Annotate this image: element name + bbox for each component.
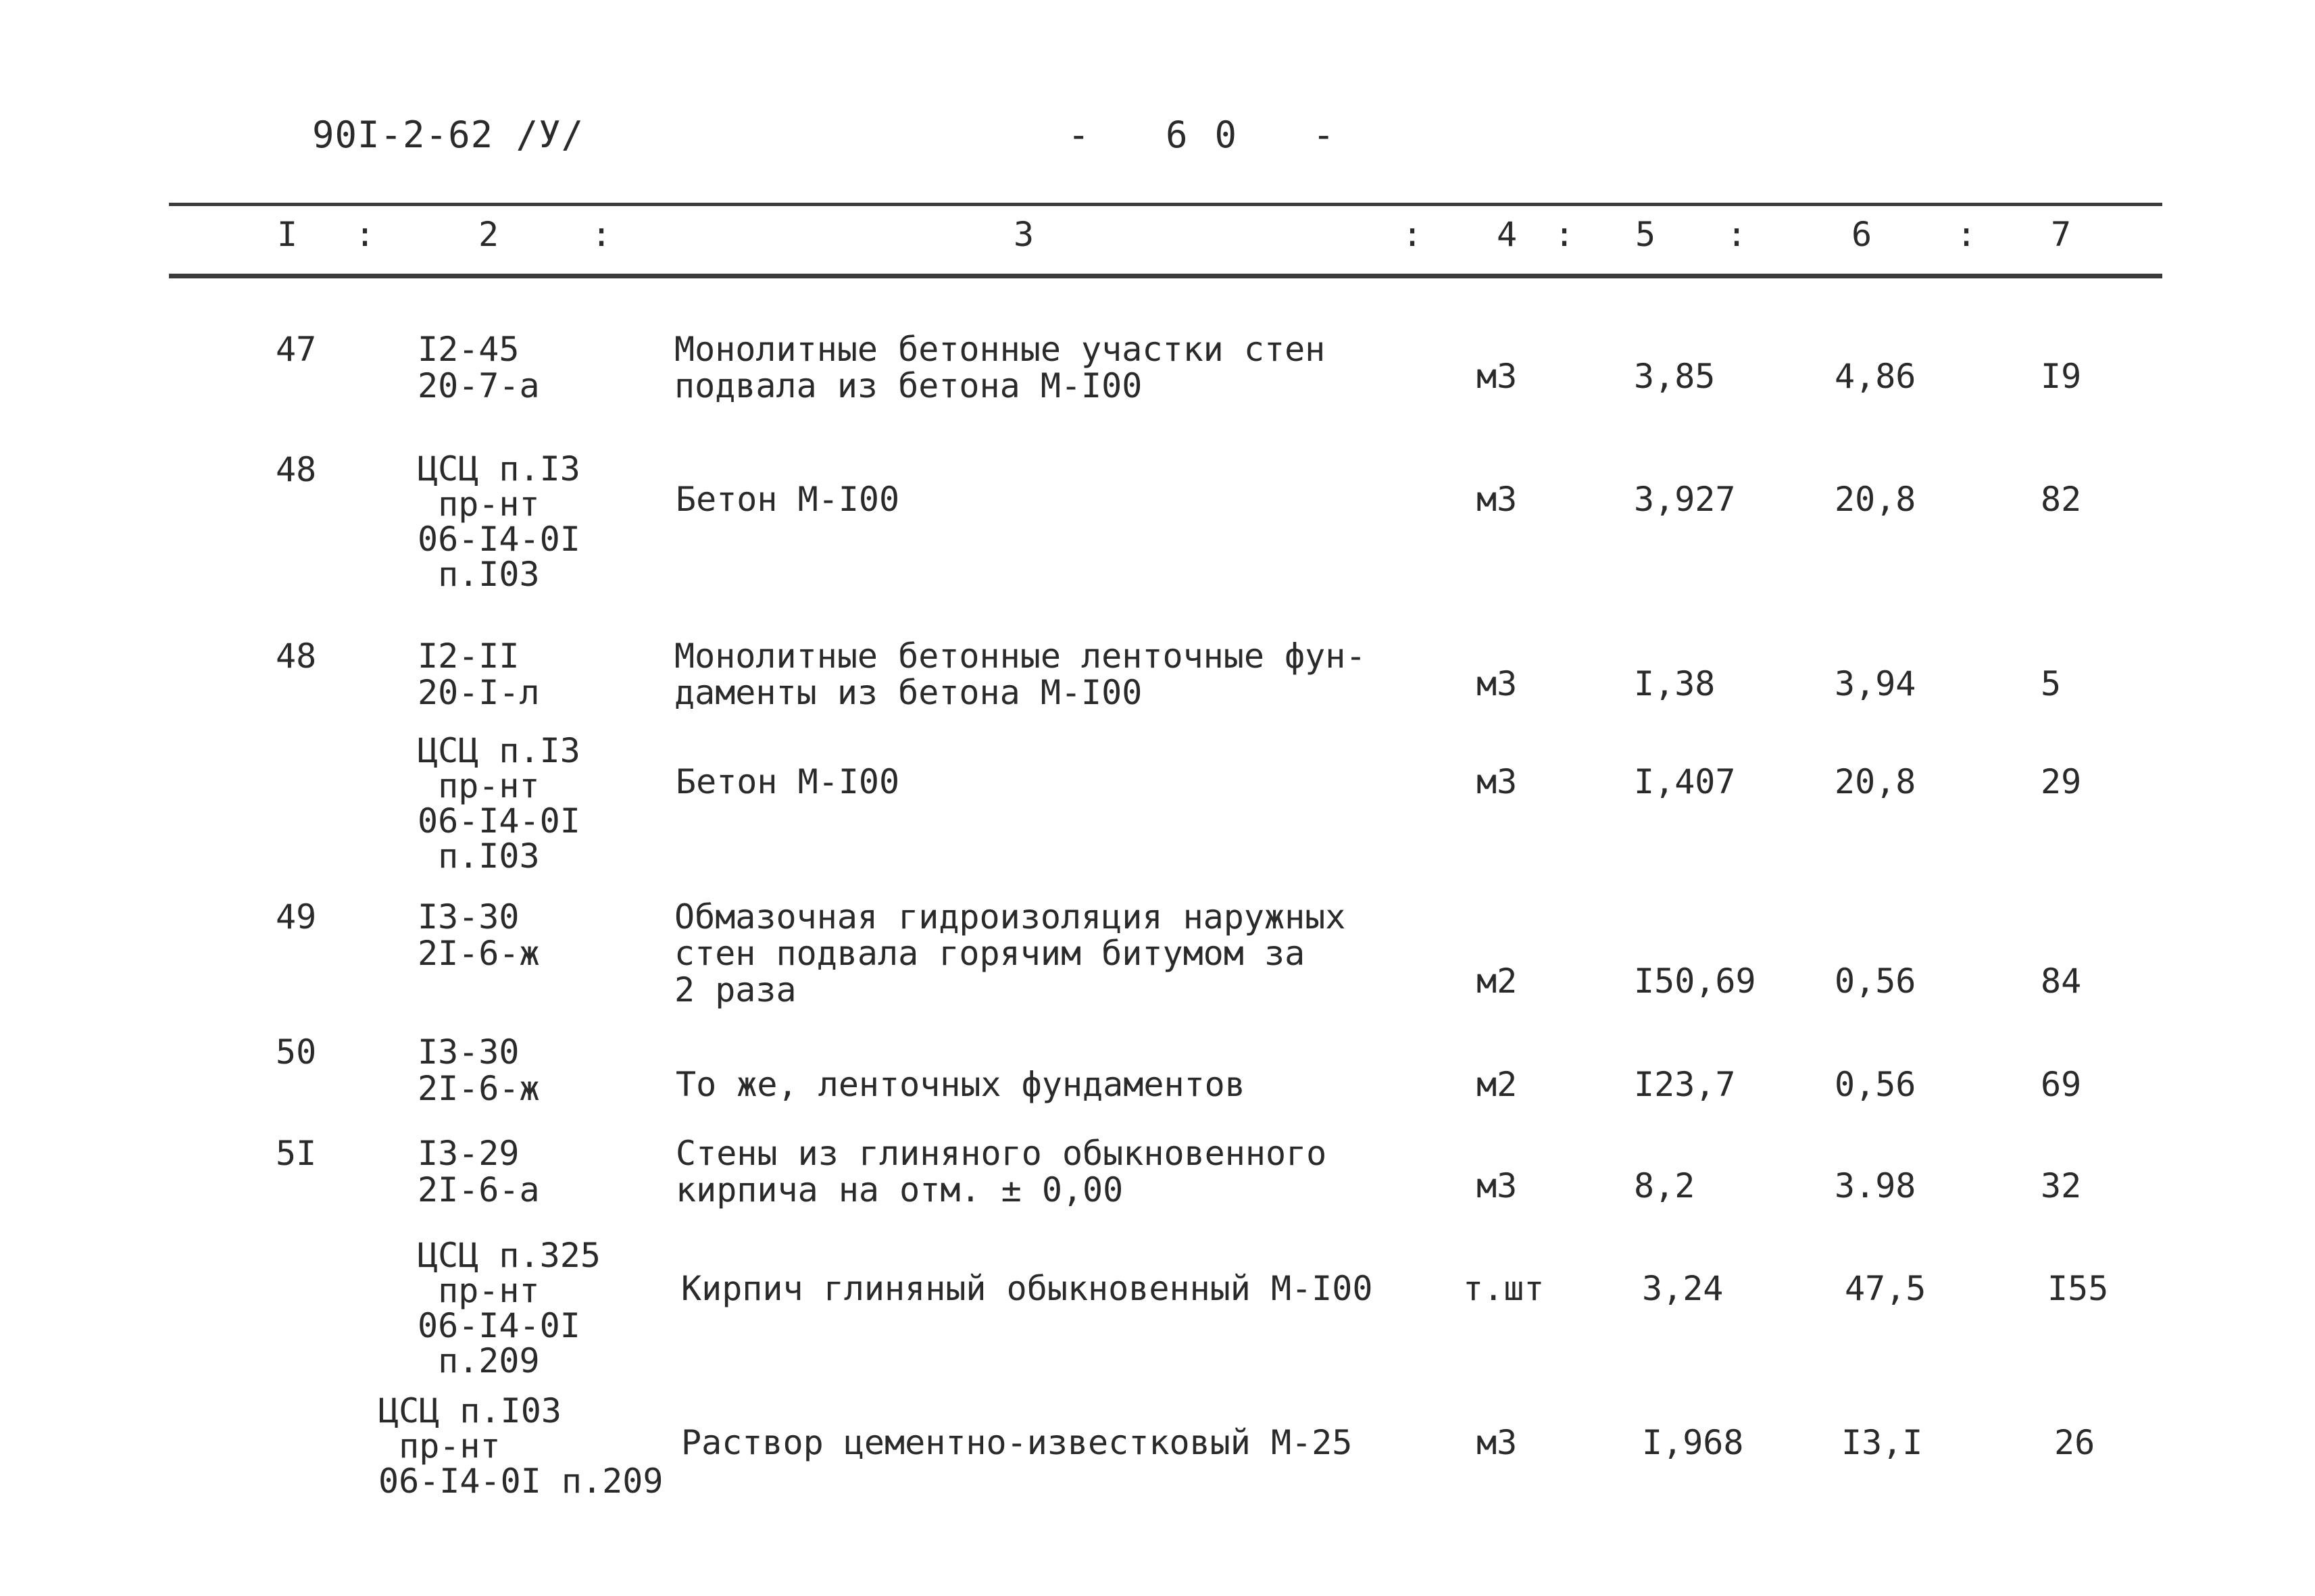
col-sep: : [1956,215,1977,254]
row-description: Бетон М-I00 [676,480,900,519]
col-head-3: 3 [1014,215,1035,254]
row-total: 29 [2041,762,2082,801]
row-quantity: I,38 [1634,664,1716,703]
row-code: ЦСЦ п.325 пр-нт 06-I4-0I п.209 [418,1236,601,1380]
row-number: 48 [276,637,317,676]
row-unit-price: 3.98 [1835,1166,1916,1205]
row-description: Стены из глиняного обыкновенного кирпича на отм. ± 0,00 [676,1134,1327,1210]
table-header-rule [169,274,2162,278]
row-code: I3-30 2I-6-ж [418,1032,540,1108]
row-unit-price: 3,94 [1835,664,1916,703]
row-description: Монолитные бетонные участки стен подвала из бетона М-I00 [674,330,1326,405]
row-quantity: I,968 [1642,1423,1744,1462]
table-top-rule [169,203,2162,206]
row-number: 47 [276,330,317,369]
row-quantity: I23,7 [1634,1065,1736,1104]
row-number: 49 [276,897,317,937]
row-total: 84 [2041,962,2082,1001]
row-description: Монолитные бетонные ленточные фун- даменты из бетона М-I00 [674,637,1366,712]
row-description: То же, ленточных фундаментов [676,1065,1245,1104]
row-number: 50 [276,1032,317,1072]
row-code: ЦСЦ п.I3 пр-нт 06-I4-0I п.I03 [418,449,580,594]
col-head-5: 5 [1635,215,1656,254]
row-unit: м2 [1476,1065,1518,1104]
row-total: 82 [2041,480,2082,519]
row-code: ЦСЦ п.I03 пр-нт 06-I4-0I п.209 [378,1391,664,1501]
row-total: 32 [2041,1166,2082,1205]
row-description: Бетон М-I00 [676,762,900,801]
row-quantity: 3,927 [1634,480,1736,519]
row-unit-price: 4,86 [1835,357,1916,396]
col-head-6: 6 [1851,215,1872,254]
row-unit: м2 [1476,962,1518,1001]
row-code: I3-30 2I-6-ж [418,897,540,973]
row-code: I2-45 20-7-a [418,330,540,405]
row-description: Кирпич глиняный обыкновенный М-I00 [681,1269,1373,1308]
row-number: 5I [276,1134,317,1173]
row-unit: м3 [1476,357,1518,396]
row-unit-price: 0,56 [1835,962,1916,1001]
row-unit: м3 [1476,1166,1518,1205]
row-code: I3-29 2I-6-а [418,1134,540,1210]
row-unit: м3 [1476,1423,1518,1462]
row-total: 26 [2054,1423,2095,1462]
col-head-7: 7 [2051,215,2072,254]
row-quantity: 3,24 [1642,1269,1724,1308]
row-description: Обмазочная гидроизоляция наружных стен подвала горячим битумом за 2 раза [674,897,1346,1009]
col-head-4: 4 [1497,215,1518,254]
row-quantity: 3,85 [1634,357,1716,396]
row-unit-price: 20,8 [1835,480,1916,519]
col-sep: : [1726,215,1747,254]
row-unit-price: 0,56 [1835,1065,1916,1104]
row-total: 5 [2041,664,2062,703]
row-code: I2-II 20-I-л [418,637,540,712]
col-sep: : [591,215,612,254]
col-head-1: I [277,215,298,254]
row-total: I55 [2047,1269,2109,1308]
col-head-2: 2 [478,215,499,254]
row-total: I9 [2041,357,2082,396]
col-sep: : [355,215,376,254]
col-sep: : [1402,215,1423,254]
row-unit: м3 [1476,762,1518,801]
row-unit: м3 [1476,664,1518,703]
col-sep: : [1554,215,1575,254]
row-description: Раствор цементно-известковый М-25 [681,1423,1353,1462]
row-unit-price: 20,8 [1835,762,1916,801]
row-quantity: I,407 [1634,762,1736,801]
row-code: ЦСЦ п.I3 пр-нт 06-I4-0I п.I03 [418,731,580,876]
row-quantity: I50,69 [1634,962,1756,1001]
row-unit-price: 47,5 [1845,1269,1926,1308]
row-unit: м3 [1476,480,1518,519]
row-total: 69 [2041,1065,2082,1104]
row-number: 48 [276,450,317,489]
document-code: 90I-2-62 /У/ [312,114,584,156]
row-quantity: 8,2 [1634,1166,1695,1205]
row-unit: т.шт [1463,1269,1545,1308]
row-unit-price: I3,I [1841,1423,1923,1462]
page-number: - 60 - [1068,114,1362,156]
